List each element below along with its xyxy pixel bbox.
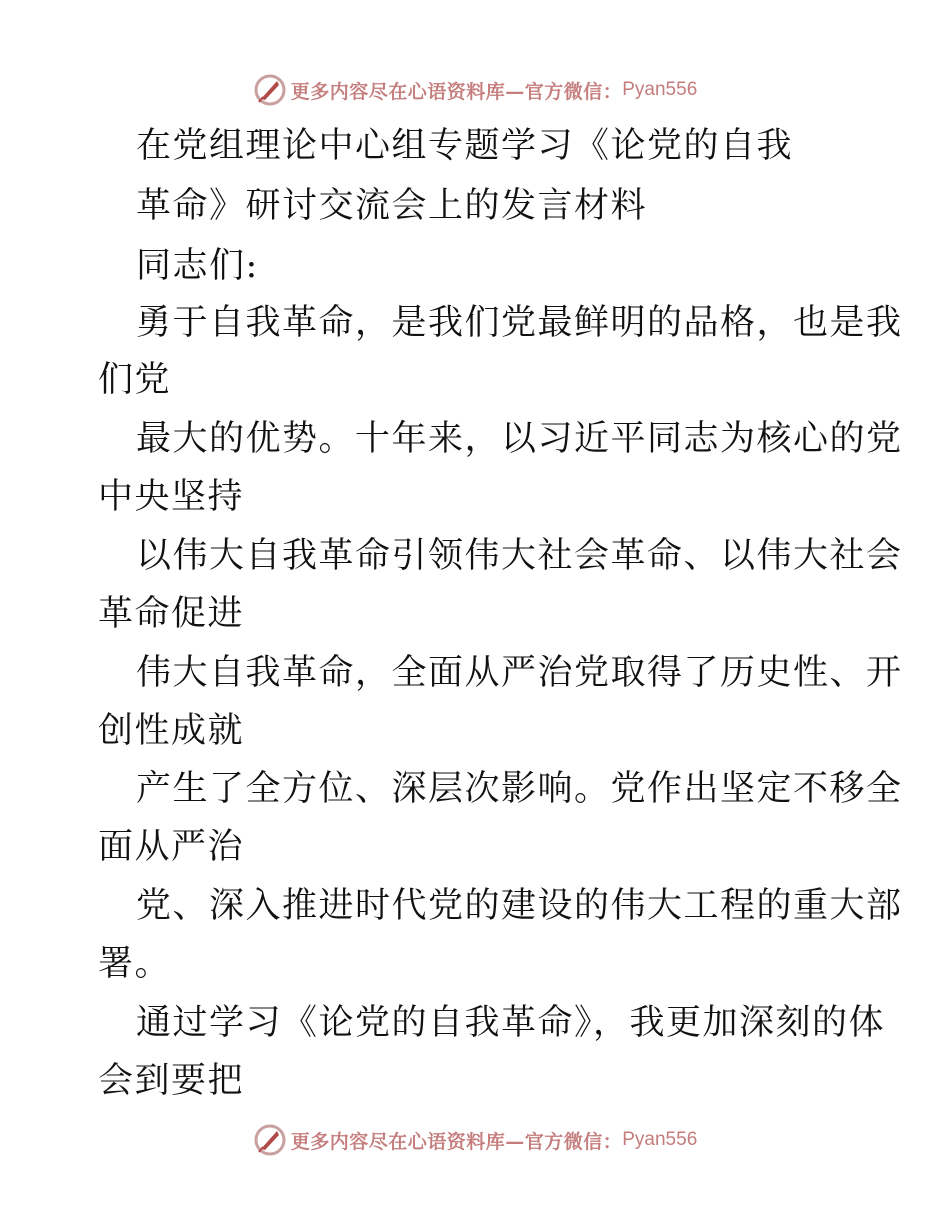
- watermark-text: 更多内容尽在心语资料库—官方微信：: [290, 1130, 623, 1153]
- paragraph-line: 产生了全方位、深层次影响。党作出坚定不移全: [136, 769, 903, 809]
- salutation: 同志们:: [136, 246, 259, 286]
- title-line-1: 在党组理论中心组专题学习《论党的自我: [136, 126, 794, 166]
- watermark-banner-bottom: [0, 1120, 950, 1160]
- paragraph-line: 以伟大自我革命引领伟大社会革命、以伟大社会: [136, 536, 903, 576]
- paragraph-line: 中央坚持: [98, 477, 245, 517]
- paragraph-line: 通过学习《论党的自我革命》，我更加深刻的体: [136, 1003, 886, 1043]
- watermark-account: Pyan556: [622, 79, 698, 100]
- paragraph-line: 署。: [98, 944, 172, 984]
- paragraph-line: 勇于自我革命，是我们党最鲜明的品格，也是我: [136, 303, 903, 343]
- quill-logo-icon: [253, 1123, 287, 1157]
- paragraph-line: 最大的优势。十年来，以习近平同志为核心的党: [136, 419, 903, 459]
- watermark-account: Pyan556: [622, 1129, 698, 1150]
- paragraph-line: 会到要把: [98, 1061, 245, 1101]
- paragraph-line: 革命促进: [98, 594, 245, 634]
- title-line-2: 革命》研讨交流会上的发言材料: [136, 186, 648, 226]
- paragraph-line: 面从严治: [98, 827, 245, 867]
- watermark-banner-top: [0, 70, 950, 110]
- paragraph-line: 创性成就: [98, 711, 245, 751]
- watermark-text: 更多内容尽在心语资料库—官方微信：: [290, 80, 623, 103]
- quill-logo-icon: [253, 73, 287, 107]
- paragraph-line: 们党: [98, 360, 172, 400]
- paragraph-line: 党、深入推进时代党的建设的伟大工程的重大部: [136, 886, 903, 926]
- paragraph-line: 伟大自我革命，全面从严治党取得了历史性、开: [136, 653, 903, 693]
